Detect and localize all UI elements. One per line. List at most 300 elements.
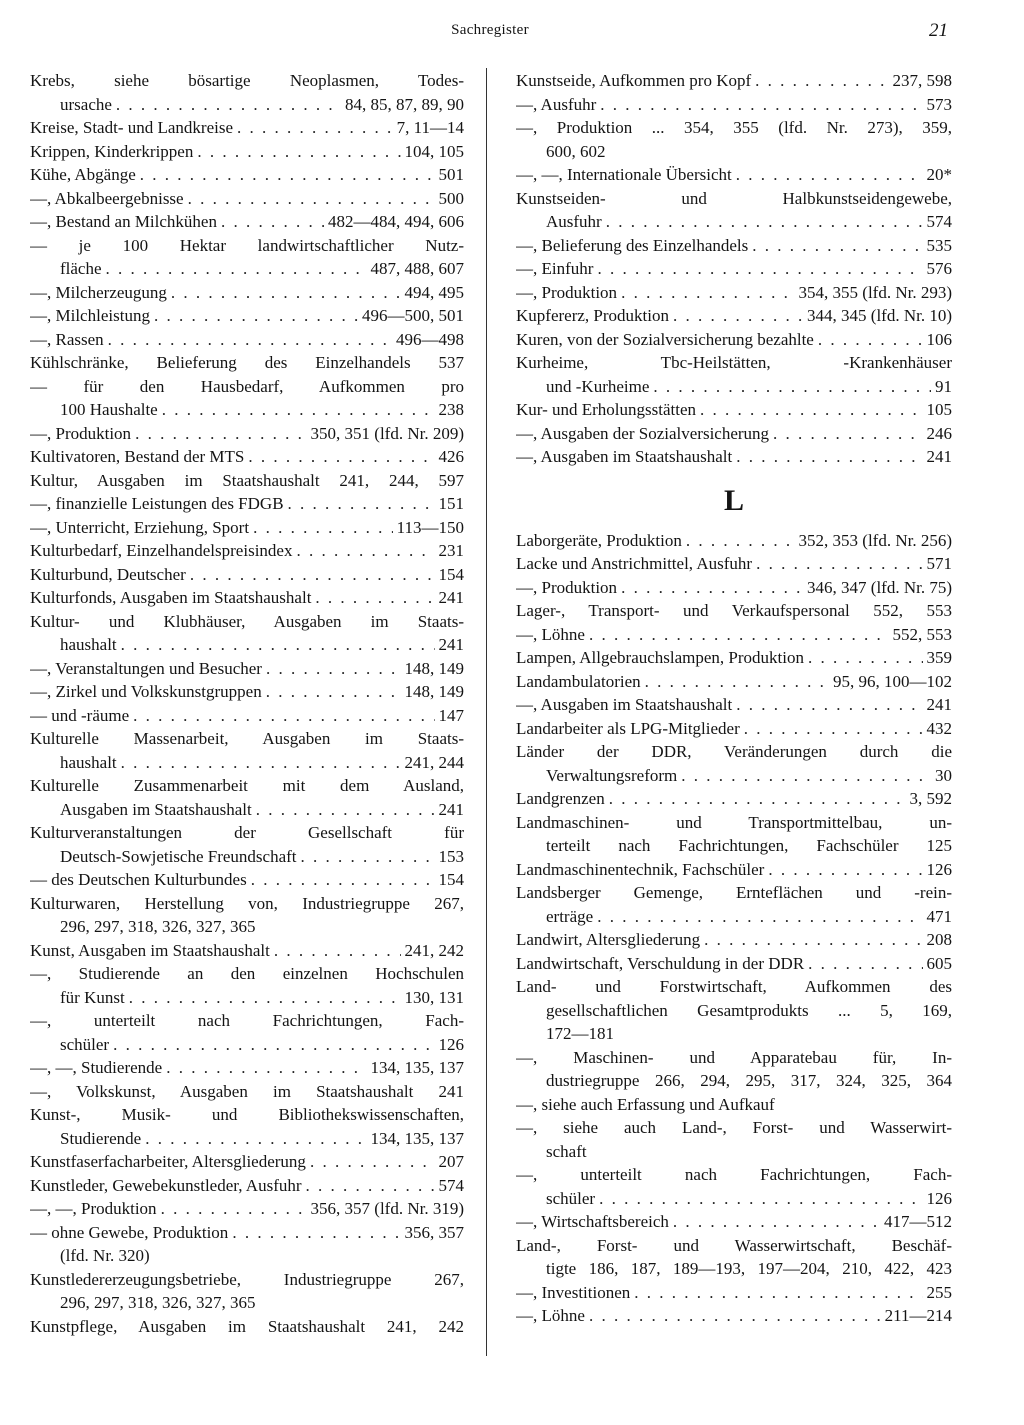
leader-dots [154, 304, 358, 328]
index-entry [30, 774, 464, 798]
entry-pages: 426 [438, 447, 464, 466]
entry-pages: 104, 105 [404, 141, 464, 161]
leader-dots [600, 93, 922, 117]
index-entry [516, 398, 952, 422]
entry-term: —, Wirtschaftsbereich [516, 1212, 669, 1231]
leader-dots [121, 633, 435, 657]
entry-term: dustriegruppe 266, 294, 295, 317, 324, 325, 364 [546, 1071, 952, 1090]
entry-pages: 231 [438, 541, 464, 560]
index-entry [30, 210, 464, 234]
index-entry [30, 680, 464, 704]
leader-dots [116, 93, 341, 117]
entry-term: Studierende [60, 1128, 142, 1148]
leader-dots [310, 1150, 435, 1174]
leader-dots [253, 516, 393, 540]
entry-term: —, Veranstaltungen und Besucher [30, 658, 262, 678]
entry-pages: 237, 598 [892, 71, 952, 90]
leader-dots [768, 858, 922, 882]
leader-dots [256, 798, 435, 822]
index-entry [30, 257, 464, 281]
entry-term: —, Produktion [30, 423, 132, 443]
entry-term: —, Produktion ... 354, 355 (lfd. Nr. 273), 359, [516, 118, 952, 137]
entry-pages: 359 [926, 648, 952, 667]
index-entry [516, 351, 952, 375]
index-entry [30, 163, 464, 187]
index-entry [30, 986, 464, 1010]
index-entry [516, 281, 952, 305]
index-entry [30, 328, 464, 352]
index-entry [30, 845, 464, 869]
entry-term: —, —, Produktion [30, 1199, 157, 1218]
index-entry [30, 798, 464, 822]
entry-term: Landambulatorien [516, 671, 641, 691]
index-entry [516, 787, 952, 811]
right-column [516, 69, 952, 1328]
entry-term: gesellschaftlichen Gesamtprodukts ... 5, 169, [546, 1000, 952, 1020]
entry-term: Landgrenzen [516, 789, 605, 808]
entry-pages: 151 [438, 494, 464, 513]
entry-term: Kultivatoren, Bestand der MTS [30, 447, 245, 466]
page-header [0, 22, 1024, 46]
entry-pages: 241, 242 [404, 940, 464, 960]
leader-dots [818, 328, 923, 352]
entry-term: Kultur- und Klubhäuser, Ausgaben im Staats- [30, 611, 464, 631]
leader-dots [248, 445, 434, 469]
entry-term: Kulturelle Massenarbeit, Ausgaben im Staats- [30, 729, 464, 748]
entry-term: Landwirt, Altersgliederung [516, 930, 701, 949]
entry-pages: 30 [935, 765, 952, 785]
index-entry [30, 1080, 464, 1104]
index-entry [516, 670, 952, 694]
entry-term: Kulturfonds, Ausgaben im Staatshaushalt [30, 588, 312, 607]
leader-dots [736, 163, 923, 187]
leader-dots [237, 116, 393, 140]
entry-term: Kunstseide, Aufkommen pro Kopf [516, 71, 752, 90]
leader-dots [161, 1197, 307, 1221]
index-entry [30, 1150, 464, 1174]
index-entry [30, 704, 464, 728]
entry-pages: 501 [438, 165, 464, 184]
entry-term: Landmaschinen- und Transportmittelbau, un- [516, 812, 952, 832]
leader-dots [197, 140, 400, 164]
leader-dots [135, 422, 306, 446]
leader-dots [681, 764, 931, 788]
entry-pages: 153 [438, 846, 464, 866]
index-entry [30, 116, 464, 140]
entry-pages: 356, 357 [404, 1222, 464, 1242]
entry-pages: 352, 353 (lfd. Nr. 256) [798, 530, 952, 550]
leader-dots [700, 398, 922, 422]
entry-term: —, siehe auch Land-, Forst- und Wasserwirt- [516, 1118, 952, 1137]
entry-term: Kreise, Stadt- und Landkreise [30, 118, 233, 137]
index-entry [30, 657, 464, 681]
entry-term: Kunstseiden- und Halbkunstseidengewebe, [516, 188, 952, 208]
entry-term: Kulturbedarf, Einzelhandelspreisindex [30, 541, 293, 560]
right-column-l-entries [516, 529, 952, 1328]
index-entry [30, 821, 464, 845]
entry-pages: 346, 347 (lfd. Nr. 75) [807, 577, 952, 597]
index-entry [516, 552, 952, 576]
entry-term: Krippen, Kinderkrippen [30, 141, 194, 161]
leader-dots [653, 375, 931, 399]
leader-dots [266, 680, 401, 704]
index-entry [30, 1127, 464, 1151]
leader-dots [113, 1033, 434, 1057]
entry-pages: 354, 355 (lfd. Nr. 293) [798, 282, 952, 302]
leader-dots [166, 1056, 366, 1080]
leader-dots [609, 787, 906, 811]
entry-pages: 496—500, 501 [362, 306, 464, 325]
section-letter: L [723, 483, 744, 517]
entry-term: schüler [546, 1188, 596, 1208]
index-entry [30, 751, 464, 775]
index-entry [516, 234, 952, 258]
entry-term: —, Einfuhr [516, 259, 594, 278]
index-entry [516, 576, 952, 600]
entry-term: haushalt [60, 752, 117, 772]
index-entry [516, 952, 952, 976]
index-entry [516, 764, 952, 788]
index-entry [30, 351, 464, 375]
entry-pages: 241, 244 [404, 752, 464, 772]
entry-pages: 552, 553 [892, 624, 952, 644]
leader-dots [274, 939, 401, 963]
leader-dots [296, 539, 434, 563]
entry-term: Laborgeräte, Produktion [516, 530, 682, 550]
entry-term: Kunst, Ausgaben im Staatshaushalt [30, 940, 270, 960]
index-entry [516, 257, 952, 281]
entry-pages: 535 [926, 235, 952, 255]
entry-term: —, unterteilt nach Fachrichtungen, Fach- [516, 1165, 952, 1184]
entry-term: Kurheime, Tbc-Heilstätten, -Krankenhäuser [516, 353, 952, 372]
index-entry [30, 1315, 464, 1339]
entry-term: Land- und Forstwirtschaft, Aufkommen des [516, 977, 952, 996]
index-entry [30, 187, 464, 211]
entry-term: Länder der DDR, Veränderungen durch die [516, 742, 952, 761]
leader-dots [266, 657, 401, 681]
entry-pages: 238 [438, 400, 464, 419]
index-entry [516, 445, 952, 469]
leader-dots [188, 187, 435, 211]
leader-dots [171, 281, 401, 305]
left-column [30, 69, 464, 1338]
index-entry [516, 928, 952, 952]
index-entry [516, 975, 952, 999]
entry-term: Kultur, Ausgaben im Staatshaushalt 241, 244, 597 [30, 470, 464, 490]
index-entry [516, 905, 952, 929]
leader-dots [251, 868, 435, 892]
entry-pages: 148, 149 [404, 682, 464, 701]
entry-pages: 91 [935, 376, 952, 396]
entry-term: Ausgaben im Staatshaushalt [60, 799, 252, 819]
leader-dots [162, 398, 435, 422]
index-entry [516, 646, 952, 670]
entry-term: —, Ausfuhr [516, 94, 597, 114]
leader-dots [288, 492, 435, 516]
index-entry [516, 116, 952, 140]
entry-pages: 3, 592 [909, 789, 952, 808]
entry-term: —, Zirkel und Volkskunstgruppen [30, 682, 262, 701]
entry-pages: 154 [438, 870, 464, 889]
entry-term: —, Ausgaben der Sozialversicherung [516, 423, 770, 443]
leader-dots [301, 845, 435, 869]
entry-pages: 154 [438, 564, 464, 584]
entry-term: —, Studierende an den einzelnen Hochschulen [30, 964, 464, 983]
index-entry [516, 811, 952, 835]
entry-pages: 344, 345 (lfd. Nr. 10) [807, 306, 952, 325]
leader-dots [106, 257, 367, 281]
leader-dots [756, 552, 922, 576]
index-entry [516, 1046, 952, 1070]
entry-term: Kunstledererzeugungsbetriebe, Industriegruppe 267, [30, 1269, 464, 1289]
index-entry [30, 1197, 464, 1221]
index-entry [516, 858, 952, 882]
index-entry [30, 398, 464, 422]
entry-term: —, Milcherzeugung [30, 282, 167, 302]
entry-term: Kunstfaserfacharbeiter, Altersgliederung [30, 1152, 306, 1171]
leader-dots [808, 646, 923, 670]
index-entry [30, 304, 464, 328]
index-entry [516, 999, 952, 1023]
entry-term: —, Ausgaben im Staatshaushalt [516, 447, 733, 466]
entry-pages: 494, 495 [404, 282, 464, 302]
leader-dots [773, 422, 922, 446]
entry-pages: 211—214 [884, 1306, 952, 1325]
index-entry [516, 1069, 952, 1093]
index-entry [30, 281, 464, 305]
leader-dots [599, 1187, 922, 1211]
index-entry [30, 727, 464, 751]
entry-pages: 113—150 [396, 517, 464, 537]
entry-pages: 241 [926, 695, 952, 714]
right-column-k-entries [516, 69, 952, 469]
index-entry [30, 868, 464, 892]
leader-dots [315, 586, 434, 610]
index-entry [30, 1033, 464, 1057]
entry-term: Kulturveranstaltungen der Gesellschaft für [30, 823, 464, 842]
entry-pages: 84, 85, 87, 89, 90 [345, 94, 464, 114]
entry-pages: 471 [926, 906, 952, 926]
leader-dots [634, 1281, 922, 1305]
leader-dots [597, 905, 922, 929]
entry-term: Kühe, Abgänge [30, 165, 136, 184]
leader-dots [129, 986, 401, 1010]
page-number: 21 [929, 20, 948, 41]
entry-term: erträge [546, 906, 594, 926]
entry-pages: 134, 135, 137 [370, 1058, 464, 1077]
index-entry [516, 1210, 952, 1234]
leader-dots [133, 704, 434, 728]
leader-dots [808, 952, 922, 976]
index-entry [516, 740, 952, 764]
entry-term: schaft [546, 1141, 587, 1161]
entry-term: (lfd. Nr. 320) [60, 1246, 150, 1265]
entry-pages: 487, 488, 607 [370, 259, 464, 278]
index-entry [516, 1281, 952, 1305]
index-entry [30, 962, 464, 986]
index-entry [516, 69, 952, 93]
index-entry [30, 633, 464, 657]
entry-pages: 482—484, 494, 606 [328, 212, 464, 231]
entry-pages: 576 [926, 259, 952, 278]
entry-pages: 148, 149 [404, 658, 464, 678]
entry-term: —, —, Internationale Übersicht [516, 165, 732, 184]
entry-pages: 105 [926, 400, 952, 419]
index-entry [516, 717, 952, 741]
leader-dots [121, 751, 401, 775]
entry-pages: 241 [438, 588, 464, 607]
index-entry [30, 422, 464, 446]
index-entry [30, 234, 464, 258]
leader-dots [736, 693, 922, 717]
index-entry [30, 93, 464, 117]
index-entry [30, 1268, 464, 1292]
index-entry [30, 492, 464, 516]
entry-term: schüler [60, 1034, 110, 1054]
index-entry [30, 539, 464, 563]
index-entry [30, 140, 464, 164]
entry-pages: 208 [926, 930, 952, 949]
leader-dots [606, 210, 923, 234]
leader-dots [589, 1304, 881, 1328]
entry-term: —, Investitionen [516, 1282, 631, 1302]
entry-term: —, finanzielle Leistungen des FDGB [30, 494, 284, 513]
entry-term: Landwirtschaft, Verschuldung in der DDR [516, 953, 805, 973]
entry-term: —, Produktion [516, 577, 618, 597]
entry-term: terteilt nach Fachrichtungen, Fachschüler 125 [546, 836, 952, 855]
entry-term: Kunstleder, Gewebekunstleder, Ausfuhr [30, 1175, 302, 1195]
entry-term: Ausfuhr [546, 212, 602, 231]
index-entry [516, 304, 952, 328]
entry-pages: 95, 96, 100—102 [833, 671, 952, 691]
entry-pages: 7, 11—14 [396, 118, 464, 137]
index-entry [30, 1244, 464, 1268]
entry-term: —, Bestand an Milchkühen [30, 212, 217, 231]
index-entry [516, 693, 952, 717]
index-entry [516, 163, 952, 187]
index-entry [516, 1304, 952, 1328]
entry-term: 100 Haushalte [60, 400, 158, 419]
entry-term: — für den Hausbedarf, Aufkommen pro [30, 376, 464, 396]
entry-pages: 106 [926, 329, 952, 349]
entry-term: Kuren, von der Sozialversicherung bezahlte [516, 329, 814, 349]
entry-term: 172—181 [546, 1024, 614, 1043]
entry-term: Krebs, siehe bösartige Neoplasmen, Todes- [30, 71, 464, 90]
entry-term: für Kunst [60, 987, 125, 1007]
index-entry [516, 623, 952, 647]
leader-dots [190, 563, 435, 587]
entry-pages: 246 [926, 423, 952, 443]
column-divider [486, 68, 487, 1356]
index-entry [30, 1221, 464, 1245]
entry-term: —, siehe auch Erfassung und Aufkauf [516, 1094, 775, 1114]
index-entry [516, 210, 952, 234]
entry-term: —, Unterricht, Erziehung, Sport [30, 517, 250, 537]
entry-term: Kur- und Erholungsstätten [516, 400, 697, 419]
index-entry [30, 1009, 464, 1033]
entry-term: — und -räume [30, 705, 130, 725]
entry-pages: 496—498 [396, 329, 464, 349]
entry-pages: 255 [926, 1282, 952, 1302]
entry-term: Lacke und Anstrichmittel, Ausfuhr [516, 554, 753, 573]
leader-dots [621, 576, 803, 600]
entry-term: —, Rassen [30, 329, 104, 349]
leader-dots [752, 234, 922, 258]
index-entry [516, 93, 952, 117]
index-entry [516, 328, 952, 352]
entry-term: —, Belieferung des Einzelhandels [516, 235, 749, 255]
entry-pages: 417—512 [884, 1212, 952, 1231]
entry-term: —, Löhne [516, 624, 585, 644]
index-entry [30, 610, 464, 634]
index-entry [516, 375, 952, 399]
index-entry [516, 1116, 952, 1140]
entry-term: Kühlschränke, Belieferung des Einzelhandels 537 [30, 353, 464, 372]
leader-dots [221, 210, 324, 234]
entry-term: —, Volkskunst, Ausgaben im Staatshaushalt 241 [30, 1081, 464, 1101]
index-entry [30, 892, 464, 916]
entry-pages: 241 [438, 799, 464, 819]
leader-dots [306, 1174, 435, 1198]
entry-term: — ohne Gewebe, Produktion [30, 1222, 229, 1242]
index-entry [30, 939, 464, 963]
index-entry [516, 1187, 952, 1211]
index-entry [516, 1140, 952, 1164]
entry-pages: 241 [926, 447, 952, 466]
entry-term: Deutsch-Sowjetische Freundschaft [60, 846, 297, 866]
entry-term: Kulturbund, Deutscher [30, 564, 186, 584]
entry-pages: 134, 135, 137 [370, 1128, 464, 1148]
entry-term: 600, 602 [546, 141, 606, 161]
index-entry [516, 599, 952, 623]
entry-term: Lampen, Allgebrauchslampen, Produktion [516, 648, 804, 667]
entry-term: —, Maschinen- und Apparatebau für, In- [516, 1047, 952, 1067]
entry-term: — je 100 Hektar landwirtschaftlicher Nutz- [30, 235, 464, 255]
entry-term: Kupfererz, Produktion [516, 306, 669, 325]
index-entry [516, 187, 952, 211]
index-entry [516, 1257, 952, 1281]
entry-pages: 574 [926, 212, 952, 231]
index-entry [516, 140, 952, 164]
leader-dots [232, 1221, 400, 1245]
entry-pages: 573 [926, 94, 952, 114]
index-entry [30, 1291, 464, 1315]
entry-term: ursache [60, 94, 112, 114]
index-entry [30, 1056, 464, 1080]
entry-pages: 605 [926, 953, 952, 973]
index-entry [30, 563, 464, 587]
entry-term: 296, 297, 318, 326, 327, 365 [60, 917, 256, 936]
index-entry [30, 469, 464, 493]
leader-dots [755, 69, 888, 93]
entry-term: Verwaltungsreform [546, 765, 678, 785]
entry-pages: 241 [438, 635, 464, 654]
index-entry [30, 586, 464, 610]
entry-pages: 20* [926, 165, 952, 184]
index-entry [30, 915, 464, 939]
entry-pages: 574 [438, 1175, 464, 1195]
entry-pages: 500 [438, 188, 464, 208]
leader-dots [744, 717, 923, 741]
entry-term: Lager-, Transport- und Verkaufspersonal 552, 553 [516, 601, 952, 620]
entry-term: haushalt [60, 635, 117, 654]
entry-pages: 571 [926, 554, 952, 573]
entry-term: Kunstpflege, Ausgaben im Staatshaushalt 241, 242 [30, 1316, 464, 1336]
leader-dots [589, 623, 889, 647]
entry-pages: 126 [926, 859, 952, 879]
index-entry [30, 375, 464, 399]
entry-term: —, —, Studierende [30, 1058, 163, 1077]
